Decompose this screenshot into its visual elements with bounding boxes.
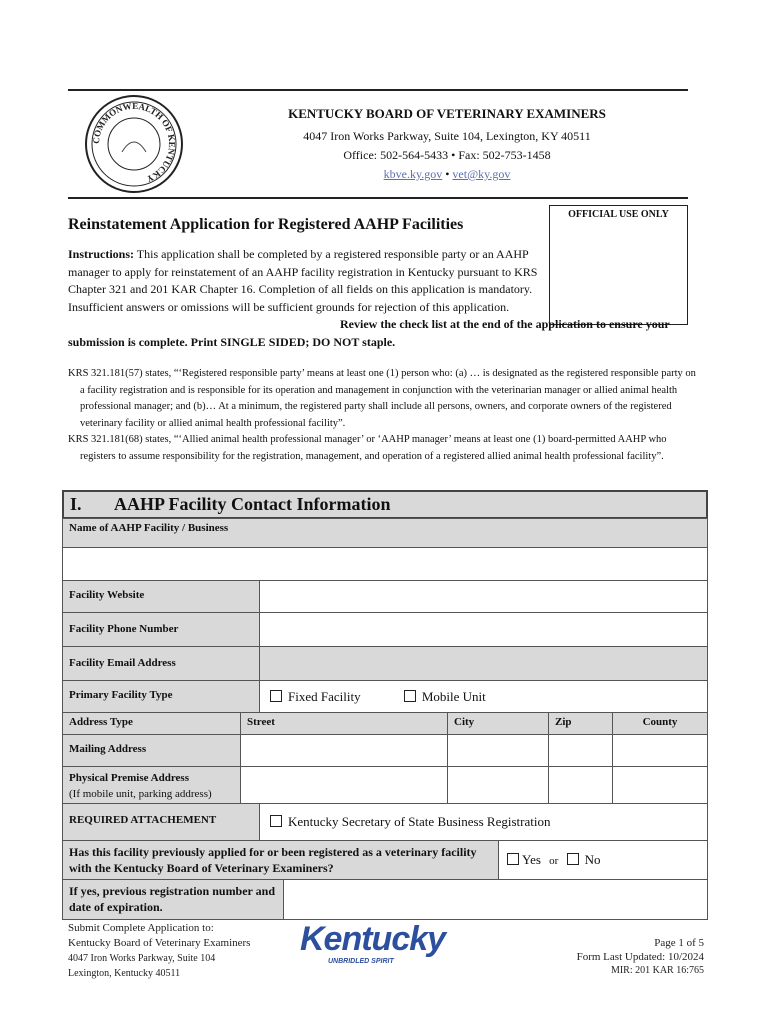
submit-address [68, 921, 250, 981]
krs-definitions [68, 366, 696, 465]
website-input[interactable] [259, 580, 708, 613]
required-attachment-label: REQUIRED ATTACHEMENT [62, 803, 260, 841]
physical-street-input[interactable] [240, 766, 448, 804]
instructions [68, 246, 543, 316]
website-link[interactable]: kbve.ky.gov [383, 167, 443, 181]
submit-line: Kentucky Board of Veterinary Examiners [68, 937, 251, 949]
mailing-address-label: Mailing Address [62, 734, 241, 767]
previous-registration-question: Has this facility previously applied for or been registered as a veterinary facility with the Kentucky Board of Veterinary Examiners? [62, 840, 499, 880]
kentucky-logo: Kentucky UNBRIDLED SPIRIT [300, 920, 446, 965]
mailing-city-input[interactable] [447, 734, 549, 767]
krs-definition: KRS 321.181(68) states, “‘Allied animal health professional manager’ or ‘AAHP manager’ means at least one (1) board-permitted AAHP who registers to assume responsibility for the registration, management, and operation of a registered allied animal health professional facility”. [68, 434, 667, 462]
submit-line: Lexington, Kentucky 40511 [68, 968, 181, 979]
submit-line: Submit Complete Application to: [68, 922, 214, 934]
facility-type-label: Primary Facility Type [62, 680, 260, 713]
office-phone: Office: 502-564-5433 [343, 148, 449, 162]
checkbox[interactable] [270, 815, 282, 827]
kentucky-seal [84, 94, 184, 194]
instructions-label: Instructions: [68, 247, 135, 261]
col-street: Street [240, 712, 448, 735]
board-name: KENTUCKY BOARD OF VETERINARY EXAMINERS [288, 106, 606, 121]
col-county: County [612, 712, 708, 735]
board-phone: Office: 502-564-5433 • Fax: 502-753-1458 [343, 148, 551, 162]
yes-option[interactable] [507, 852, 541, 867]
official-use-box [549, 205, 688, 325]
col-address-type: Address Type [62, 712, 241, 735]
submit-line: 4047 Iron Works Parkway, Suite 104 [68, 953, 216, 964]
header-rule [68, 197, 688, 199]
phone-input[interactable] [259, 612, 708, 647]
physical-address-label [62, 766, 241, 804]
checkbox[interactable] [404, 690, 416, 702]
board-links: kbve.ky.gov • vet@ky.gov [383, 167, 511, 181]
mailing-zip-input[interactable] [548, 734, 613, 767]
physical-label-text: Physical Premise Address [69, 772, 189, 784]
col-zip: Zip [548, 712, 613, 735]
official-use-label: OFFICIAL USE ONLY [568, 209, 669, 220]
yes-label: Yes [522, 852, 541, 867]
previous-registration-options [498, 840, 708, 880]
mir-reference: MIR: 201 KAR 16:765 [610, 965, 704, 976]
email-link[interactable]: vet@ky.gov [452, 167, 511, 181]
option-label: Fixed Facility [288, 689, 361, 704]
sos-registration-option[interactable] [259, 803, 708, 841]
fixed-facility-option[interactable] [270, 689, 361, 704]
checkbox[interactable] [507, 853, 519, 865]
board-address: 4047 Iron Works Parkway, Suite 104, Lexington, KY 40511 [303, 129, 591, 143]
checkbox[interactable] [567, 853, 579, 865]
website-label: Facility Website [62, 580, 260, 613]
mobile-unit-option[interactable] [404, 689, 486, 704]
facility-name-input[interactable] [62, 547, 708, 581]
physical-note: (If mobile unit, parking address) [69, 788, 212, 800]
option-label: Mobile Unit [421, 689, 486, 704]
phone-label: Facility Phone Number [62, 612, 260, 647]
option-label: Kentucky Secretary of State Business Registration [288, 814, 551, 829]
col-city: City [447, 712, 549, 735]
mailing-street-input[interactable] [240, 734, 448, 767]
form-updated: Form Last Updated: 10/2024 [576, 951, 704, 963]
instructions-bold: Review the check list at the end of the application to ensure your submission is complete. Print SINGLE SIDED; DO NOT staple. [68, 317, 670, 349]
facility-name-label: Name of AAHP Facility / Business [62, 518, 708, 548]
page-title: Reinstatement Application for Registered AAHP Facilities [68, 216, 464, 233]
physical-county-input[interactable] [612, 766, 708, 804]
or-label: or [549, 855, 559, 867]
section-number: I. [70, 494, 82, 514]
svg-text:COMMONWEALTH OF KENTUCKY: COMMONWEALTH OF KENTUCKY [90, 100, 178, 185]
krs-definition: KRS 321.181(57) states, “‘Registered responsible party’ means at least one (1) person who: (a) … is designated as the registered responsible party on a facility registration and is responsible for its operation and management in conjunction with the veterinarian manager or allied animal health professional manager; and (b)… At a minimum, the registered party shall include all persons, owners, and corporate owners of the registered veterinary facility or allied animal health professional facility”. [68, 368, 696, 429]
no-label: No [584, 852, 601, 867]
previous-number-input[interactable] [283, 879, 708, 920]
no-option[interactable] [567, 852, 601, 867]
facility-type-options [259, 680, 708, 713]
mailing-county-input[interactable] [612, 734, 708, 767]
checkbox[interactable] [270, 690, 282, 702]
physical-zip-input[interactable] [548, 766, 613, 804]
section-header [62, 490, 708, 519]
email-input[interactable] [259, 646, 708, 681]
email-label: Facility Email Address [62, 646, 260, 681]
page-number: Page 1 of 5 [654, 937, 704, 949]
instructions-text: This application shall be completed by a registered responsible party or an AAHP manager to apply for reinstatement of an AAHP facility registration in Kentucky pursuant to KRS Chapter 321 and 201 KAR Chapter 16. Completion of all fields on this application is mandatory. Insufficient answers or omissions will be sufficient grounds for rejection of this application. [68, 247, 538, 314]
form-info [577, 936, 704, 978]
physical-city-input[interactable] [447, 766, 549, 804]
section-title: AAHP Facility Contact Information [114, 494, 391, 514]
top-rule [68, 89, 688, 91]
fax: Fax: 502-753-1458 [458, 148, 551, 162]
previous-number-label: If yes, previous registration number and date of expiration. [62, 879, 284, 920]
